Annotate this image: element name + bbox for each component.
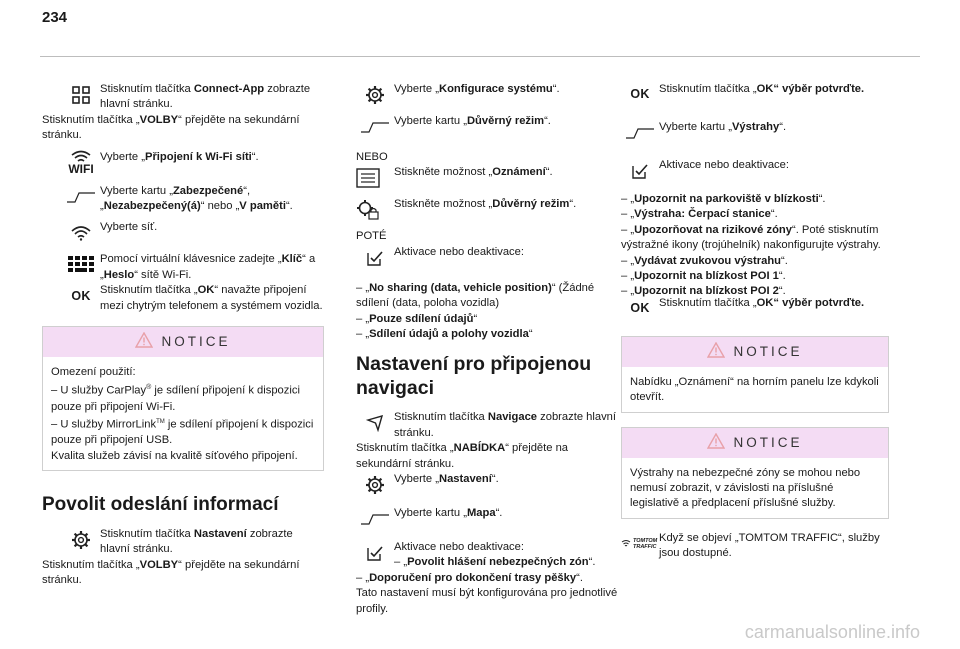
checkbox-icon <box>367 545 383 561</box>
private-tab-step: Vyberte kartu „Důvěrný režim“. <box>356 114 618 140</box>
activate-step: Aktivace nebo deaktivace: <box>356 245 618 271</box>
tomtom-traffic-step: TOMTOM TRAFFIC Když se objeví „TOMTOM TRAFFIC“, služby jsou dostupné. <box>621 531 883 562</box>
ok-button-icon: OK <box>71 288 91 303</box>
ok-button-icon: OK <box>630 301 650 316</box>
nav-activate-step: Aktivace nebo deaktivace: – „Povolit hlášení nebezpečných zón“. <box>356 540 618 571</box>
keyboard-step: Pomocí virtuální klávesnice zadejte „Klíč“ a „Heslo“ sítě Wi-Fi. <box>62 252 324 283</box>
map-tab-step: Vyberte kartu „Mapa“. <box>356 506 618 532</box>
navigation-arrow-icon <box>366 414 384 432</box>
notifications-step: Stiskněte možnost „Oznámení“. <box>356 165 618 191</box>
column-3 <box>621 82 883 568</box>
column-2 <box>356 82 618 623</box>
settings-gear-icon <box>71 530 91 550</box>
notice-box-danger-zones: NOTICE Výstrahy na nebezpečné zóny se mohou nebo nemusí zobrazit, v závislosti na příslušné legislativě a předplacení příslušné služby. <box>621 427 889 519</box>
notifications-panel-icon <box>356 168 380 188</box>
settings-step: Stisknutím tlačítka Nastavení zobrazte hlavní stránku. <box>62 527 324 558</box>
ok-confirm-step-2: OK Stisknutím tlačítka „OK“ výběr potvrďte. <box>630 296 865 316</box>
warning-triangle-icon <box>707 433 725 452</box>
watermark: carmanualsonline.info <box>744 622 920 642</box>
option-data-position: – „Sdílení údajů a polohy vozidla“ <box>356 328 533 341</box>
notice-title: NOTICE <box>161 334 231 350</box>
options-step-2: Stisknutím tlačítka „VOLBY“ přejděte na sekundární stránku. <box>42 558 300 587</box>
ok-connect-step: OK Stisknutím tlačítka „OK“ navažte připojení mezi chytrým telefonem a systémem vozidla. <box>71 284 323 312</box>
or-label: NEBO <box>356 151 388 163</box>
settings-gear-icon <box>365 85 385 105</box>
warning-triangle-icon <box>135 332 153 351</box>
checkbox-icon <box>367 250 383 266</box>
ok-button-icon: OK <box>630 87 650 102</box>
navigation-step: Stisknutím tlačítka Navigace zobrazte hlavní stránku. <box>356 410 618 441</box>
notice-box-sharing: NOTICE Omezení použití: – U služby CarPlay® je sdílení připojení k dispozici pouze při připojení Wi-Fi. – U služby MirrorLink™ je sdílení připojení k dispozici pouze při připojení USB. Kvalita služeb závisí na kvalitě síťového připojení. <box>42 326 324 471</box>
checkbox-icon <box>632 163 648 179</box>
connect-app-step: Stisknutím tlačítka Connect-App zobrazte hlavní stránku. <box>62 82 324 113</box>
section-heading-navigation: Nastavení pro připojenou navigaci <box>356 353 592 400</box>
then-label: POTÉ <box>356 230 387 243</box>
section-heading-share: Povolit odeslání informací <box>42 493 279 515</box>
tomtom-traffic-logo-icon: TOMTOM TRAFFIC <box>621 538 657 550</box>
wifi-icon <box>70 150 92 162</box>
tab-icon <box>360 121 390 133</box>
option-no-sharing: – „No sharing (data, vehicle position)“ (Žádné sdílení (data, poloha vozidla) <box>356 281 595 310</box>
tab-icon <box>360 513 390 525</box>
system-config-step: Vyberte „Konfigurace systému“. <box>356 82 618 108</box>
wifi-step: WIFI Vyberte „Připojení k Wi-Fi síti“. <box>68 150 259 176</box>
ok-confirm-step: OK Stisknutím tlačítka „OK“ výběr potvrďte. <box>630 83 865 102</box>
page-number: 234 <box>42 9 68 26</box>
options-step: Stisknutím tlačítka „VOLBY“ přejděte na sekundární stránku. <box>42 113 300 142</box>
tab-select-step: Vyberte kartu „Zabezpečené“, „Nezabezpečený(á)“ nebo „V paměti“. <box>62 184 324 215</box>
notice-title: NOTICE <box>733 344 803 360</box>
alerts-tab-step: Vyberte kartu „Výstrahy“. <box>621 120 883 146</box>
private-mode-step: Stiskněte možnost „Důvěrný režim“. <box>356 197 618 223</box>
wifi-signal-icon <box>70 225 92 241</box>
menu-step: Stisknutím tlačítka „NABÍDKA“ přejděte na sekundární stránku. <box>356 442 569 470</box>
network-step: Vyberte síť. <box>62 220 324 246</box>
profile-note: Tato nastavení musí být konfigurována pro jednotlivé profily. <box>356 587 618 615</box>
alerts-list: – „Upozornit na parkoviště v blízkosti“. – „Výstraha: Čerpací stanice“. – „Upozorňovat na rizikové zóny“. Poté stisknutím výstražné ikony (trojúhelník) nakonfigurujte výstrahy. – „Vydávat zvukovou výstrahu“. – „Upozornit na blízkost POI 1“. – „Upozornit na blízkost POI 2“. <box>621 193 881 298</box>
private-mode-icon <box>356 199 380 221</box>
option-data-only: – „Pouze sdílení údajů“ <box>356 312 478 325</box>
wifi-label: WIFI <box>68 161 94 176</box>
settings-gear-icon <box>365 475 385 495</box>
keyboard-icon <box>68 256 94 274</box>
column-1 <box>42 82 324 595</box>
tab-icon <box>625 127 655 139</box>
header-rule <box>40 56 920 57</box>
tab-icon <box>66 191 96 203</box>
alerts-activate-step: Aktivace nebo deaktivace: <box>621 158 883 184</box>
notice-box-notifications: NOTICE Nabídku „Oznámení“ na horním panelu lze kdykoli otevřít. <box>621 336 889 413</box>
notice-title: NOTICE <box>733 434 803 450</box>
warning-triangle-icon <box>707 342 725 361</box>
nav-settings-step: Vyberte „Nastavení“. <box>356 472 618 498</box>
walk-option: – „Doporučení pro dokončení trasy pěšky“. <box>356 571 583 584</box>
connect-app-icon <box>71 85 91 105</box>
